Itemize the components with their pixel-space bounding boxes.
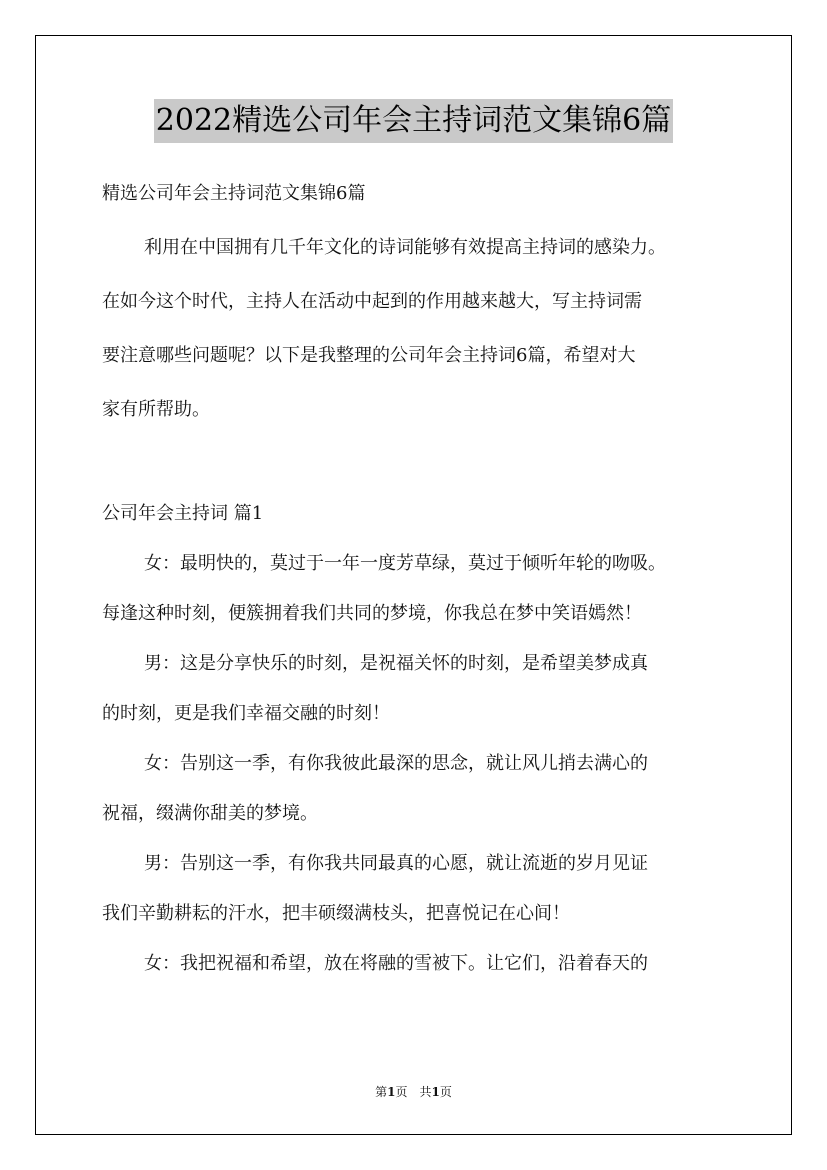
document-body bbox=[102, 176, 734, 982]
total-pages-prefix: 共 bbox=[419, 1085, 432, 1099]
paragraph-line: 女：告别这一季，有你我彼此最深的思念，就让风儿捎去满心的 bbox=[144, 753, 648, 774]
page-number-suffix: 页 bbox=[395, 1085, 408, 1099]
title-container bbox=[0, 99, 827, 143]
page-number: 1 bbox=[387, 1085, 396, 1099]
page-number-prefix: 第 bbox=[375, 1085, 388, 1099]
intro-line: 要注意哪些问题呢？以下是我整理的公司年会主持词6篇，希望对大 bbox=[102, 345, 636, 366]
paragraph-line: 祝福，缀满你甜美的梦境。 bbox=[102, 803, 318, 824]
section-heading: 公司年会主持词 篇1 bbox=[102, 503, 264, 524]
paragraph-line: 男：告别这一季，有你我共同最真的心愿，就让流逝的岁月见证 bbox=[144, 853, 648, 874]
page-footer bbox=[0, 1084, 827, 1100]
document-subtitle: 精选公司年会主持词范文集锦6篇 bbox=[102, 183, 366, 204]
paragraph-line: 女：我把祝福和希望，放在将融的雪被下。让它们，沿着春天的 bbox=[144, 953, 648, 974]
paragraph-line: 的时刻，更是我们幸福交融的时刻！ bbox=[102, 703, 390, 724]
intro-line: 家有所帮助。 bbox=[102, 399, 210, 420]
document-title: 2022精选公司年会主持词范文集锦6篇 bbox=[154, 99, 673, 143]
paragraph-line: 每逢这种时刻，便簇拥着我们共同的梦境，你我总在梦中笑语嫣然！ bbox=[102, 603, 642, 624]
total-pages: 1 bbox=[431, 1085, 440, 1099]
intro-line: 利用在中国拥有几千年文化的诗词能够有效提高主持词的感染力。 bbox=[144, 237, 666, 258]
paragraph-line: 男：这是分享快乐的时刻，是祝福关怀的时刻，是希望美梦成真 bbox=[144, 653, 648, 674]
paragraph-line: 我们辛勤耕耘的汗水，把丰硕缀满枝头，把喜悦记在心间！ bbox=[102, 903, 570, 924]
intro-line: 在如今这个时代，主持人在活动中起到的作用越来越大，写主持词需 bbox=[102, 291, 642, 312]
total-pages-suffix: 页 bbox=[439, 1085, 452, 1099]
paragraph-line: 女：最明快的，莫过于一年一度芳草绿，莫过于倾听年轮的吻吸。 bbox=[144, 553, 666, 574]
